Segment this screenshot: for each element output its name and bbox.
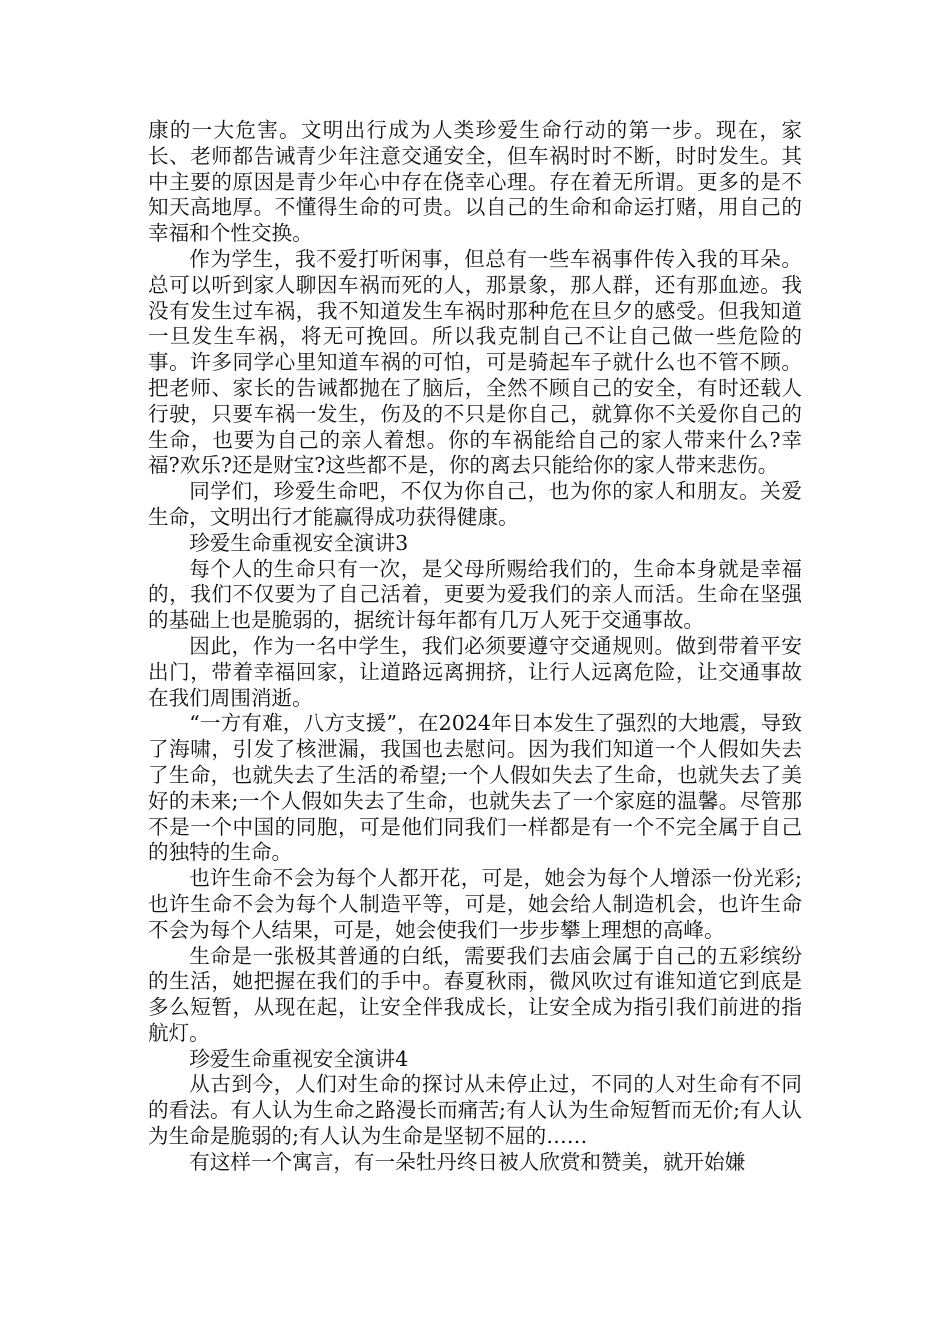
paragraph-views-on-life: 从古到今，人们对生命的探讨从未停止过，不同的人对生命有不同的看法。有人认为生命之路漫长而痛苦;有人认为生命短暂而无价;有人认为生命是脆弱的;有人认为生命是坚韧不屈的……	[148, 1072, 802, 1149]
paragraph-student-perspective: 作为学生，我不爱打听闲事，但总有一些车祸事件传入我的耳朵。总可以听到家人聊因车祸而死的人，那景象，那人群，还有那血迹。我没有发生过车祸，我不知道发生车祸时那种危在旦夕的感受。但我知道一旦发生车祸，将无可挽回。所以我克制自己不让自己做一些危险的事。许多同学心里知道车祸的可怕，可是骑起车子就什么也不管不顾。把老师、家长的告诫都抛在了脑后，全然不顾自己的安全，有时还载人行驶，只要车祸一发生，伤及的不只是你自己，就算你不关爱你自己的生命，也要为自己的亲人着想。你的车祸能给自己的家人带来什么?幸福?欢乐?还是财宝?这些都不是，你的离去只能给你的家人带来悲伤。	[148, 246, 802, 478]
document-body	[148, 118, 802, 1176]
paragraph-life-may-not: 也许生命不会为每个人都开花，可是，她会为每个人增添一份光彩;也许生命不会为每个人制造平等，可是，她会给人制造机会，也许生命不会为每个人结果，可是，她会使我们一步步攀上理想的高峰。	[148, 866, 802, 942]
paragraph-earthquake: “一方有难，八方支援”，在2024年日本发生了强烈的大地震，导致了海啸，引发了核泄漏，我国也去慰问。因为我们知道一个人假如失去了生命，也就失去了生活的希望;一个人假如失去了生命，也就失去了美好的未来;一个人假如失去了生命，也就失去了一个家庭的温馨。尽管那不是一个中国的同胞，可是他们同我们一样都是有一个不完全属于自己的独特的生命。	[148, 711, 802, 865]
paragraph-traffic-rules: 因此，作为一名中学生，我们必须要遵守交通规则。做到带着平安出门，带着幸福回家，让道路远离拥挤，让行人远离危险，让交通事故在我们周围消逝。	[148, 633, 802, 710]
paragraph-peony-fable: 有这样一个寓言，有一朵牡丹终日被人欣赏和赞美，就开始嫌	[189, 1149, 746, 1174]
paragraph-continuation: 康的一大危害。文明出行成为人类珍爱生命行动的第一步。现在，家长、老师都告诫青少年注意交通安全，但车祸时时不断，时时发生。其中主要的原因是青少年心中存在侥幸心理。存在着无所谓。更多的是不知天高地厚。不懂得生命的可贵。以自己的生命和命运打赌，用自己的幸福和个性交换。	[148, 118, 802, 246]
section-heading-speech-3: 珍爱生命重视安全演讲3	[189, 530, 409, 555]
paragraph-life-once: 每个人的生命只有一次，是父母所赐给我们的，生命本身就是幸福的，我们不仅要为了自己活着，更要为爱我们的亲人而活。生命在坚强的基础上也是脆弱的，据统计每年都有几万人死于交通事故。	[148, 556, 802, 633]
paragraph-classmates-appeal: 同学们，珍爱生命吧，不仅为你自己，也为你的家人和朋友。关爱生命，文明出行才能赢得成功获得健康。	[148, 479, 802, 529]
section-heading-speech-4: 珍爱生命重视安全演讲4	[189, 1046, 409, 1071]
paragraph-blank-paper: 生命是一张极其普通的白纸，需要我们去庙会属于自己的五彩缤纷的生活，她把握在我们的手中。春夏秋雨，微风吹过有谁知道它到底是多么短暂，从现在起，让安全伴我成长，让安全成为指引我们前进的指航灯。	[148, 943, 802, 1045]
